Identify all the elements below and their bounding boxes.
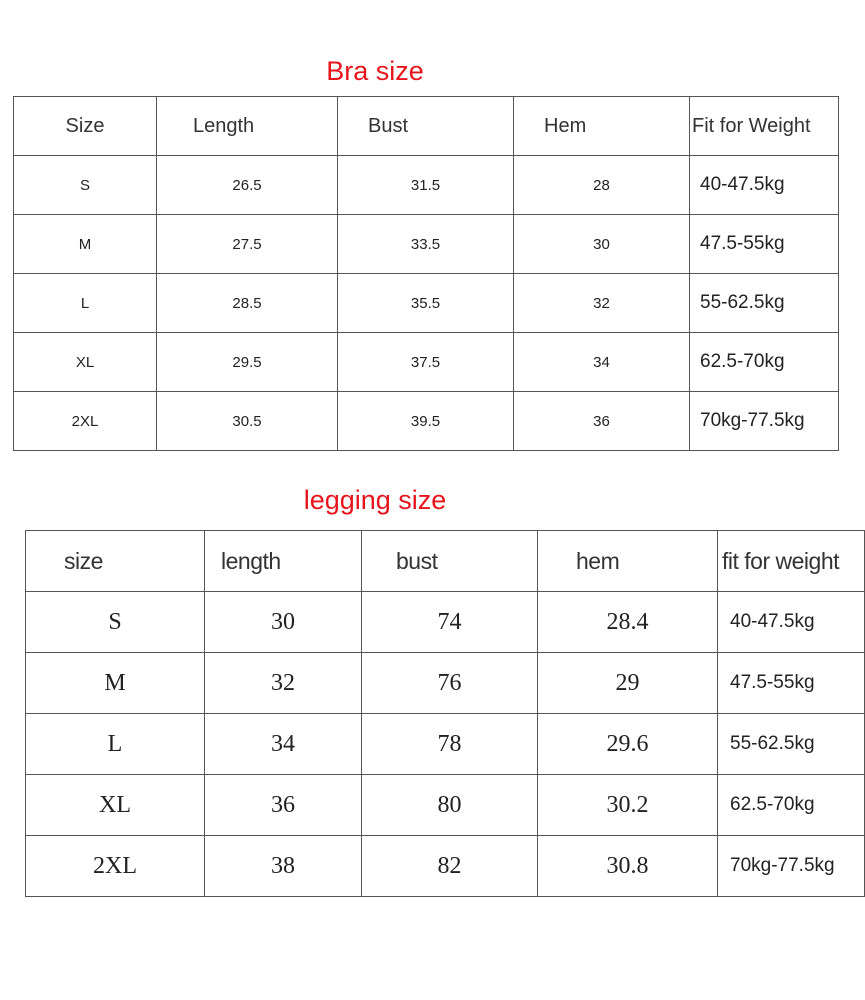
table-row: [26, 592, 865, 653]
header-fit-for-weight: fit for weight: [718, 531, 865, 592]
cell-length: 36: [205, 775, 362, 836]
bra-size-title: Bra size: [326, 56, 424, 86]
cell-length: 38: [205, 836, 362, 897]
cell-bust: 82: [362, 836, 538, 897]
cell-size: S: [26, 592, 205, 653]
cell-size: 2XL: [26, 836, 205, 897]
cell-fit-for-weight: 47.5-55kg: [718, 653, 865, 714]
cell-fit-for-weight: 62.5-70kg: [690, 333, 839, 392]
cell-bust: 33.5: [338, 215, 514, 274]
header-bust: Bust: [338, 97, 514, 156]
cell-bust: 39.5: [338, 392, 514, 451]
table-row: [26, 653, 865, 714]
header-hem: hem: [538, 531, 718, 592]
cell-size: L: [14, 274, 157, 333]
cell-size: XL: [26, 775, 205, 836]
cell-length: 26.5: [157, 156, 338, 215]
table-row: [14, 274, 839, 333]
cell-bust: 35.5: [338, 274, 514, 333]
cell-hem: 30.2: [538, 775, 718, 836]
header-bust: bust: [362, 531, 538, 592]
cell-fit-for-weight: 70kg-77.5kg: [690, 392, 839, 451]
cell-fit-for-weight: 55-62.5kg: [690, 274, 839, 333]
cell-hem: 30: [514, 215, 690, 274]
cell-bust: 74: [362, 592, 538, 653]
cell-hem: 32: [514, 274, 690, 333]
cell-size: M: [26, 653, 205, 714]
cell-bust: 78: [362, 714, 538, 775]
table-row: [14, 392, 839, 451]
table-row: [14, 215, 839, 274]
cell-hem: 30.8: [538, 836, 718, 897]
cell-bust: 37.5: [338, 333, 514, 392]
cell-length: 27.5: [157, 215, 338, 274]
legging-size-table: [25, 530, 865, 897]
header-fit-for-weight: Fit for Weight: [690, 97, 839, 156]
table-row: [26, 836, 865, 897]
header-size: size: [26, 531, 205, 592]
cell-bust: 31.5: [338, 156, 514, 215]
header-hem: Hem: [514, 97, 690, 156]
cell-hem: 29.6: [538, 714, 718, 775]
cell-length: 29.5: [157, 333, 338, 392]
table-header-row: [14, 97, 839, 156]
cell-hem: 34: [514, 333, 690, 392]
cell-bust: 80: [362, 775, 538, 836]
cell-fit-for-weight: 40-47.5kg: [690, 156, 839, 215]
cell-size: XL: [14, 333, 157, 392]
cell-fit-for-weight: 55-62.5kg: [718, 714, 865, 775]
cell-size: M: [14, 215, 157, 274]
cell-fit-for-weight: 70kg-77.5kg: [718, 836, 865, 897]
cell-size: 2XL: [14, 392, 157, 451]
cell-hem: 28: [514, 156, 690, 215]
cell-length: 28.5: [157, 274, 338, 333]
bra-size-table: [13, 96, 839, 451]
cell-bust: 76: [362, 653, 538, 714]
cell-size: L: [26, 714, 205, 775]
cell-hem: 28.4: [538, 592, 718, 653]
cell-hem: 36: [514, 392, 690, 451]
table-row: [26, 775, 865, 836]
table-row: [14, 333, 839, 392]
header-length: length: [205, 531, 362, 592]
table-row: [26, 714, 865, 775]
cell-fit-for-weight: 47.5-55kg: [690, 215, 839, 274]
cell-size: S: [14, 156, 157, 215]
table-row: [14, 156, 839, 215]
header-size: Size: [14, 97, 157, 156]
cell-length: 32: [205, 653, 362, 714]
cell-hem: 29: [538, 653, 718, 714]
legging-size-title: legging size: [303, 485, 447, 515]
cell-length: 30.5: [157, 392, 338, 451]
header-length: Length: [157, 97, 338, 156]
table-header-row: [26, 531, 865, 592]
cell-length: 34: [205, 714, 362, 775]
cell-fit-for-weight: 40-47.5kg: [718, 592, 865, 653]
cell-length: 30: [205, 592, 362, 653]
cell-fit-for-weight: 62.5-70kg: [718, 775, 865, 836]
